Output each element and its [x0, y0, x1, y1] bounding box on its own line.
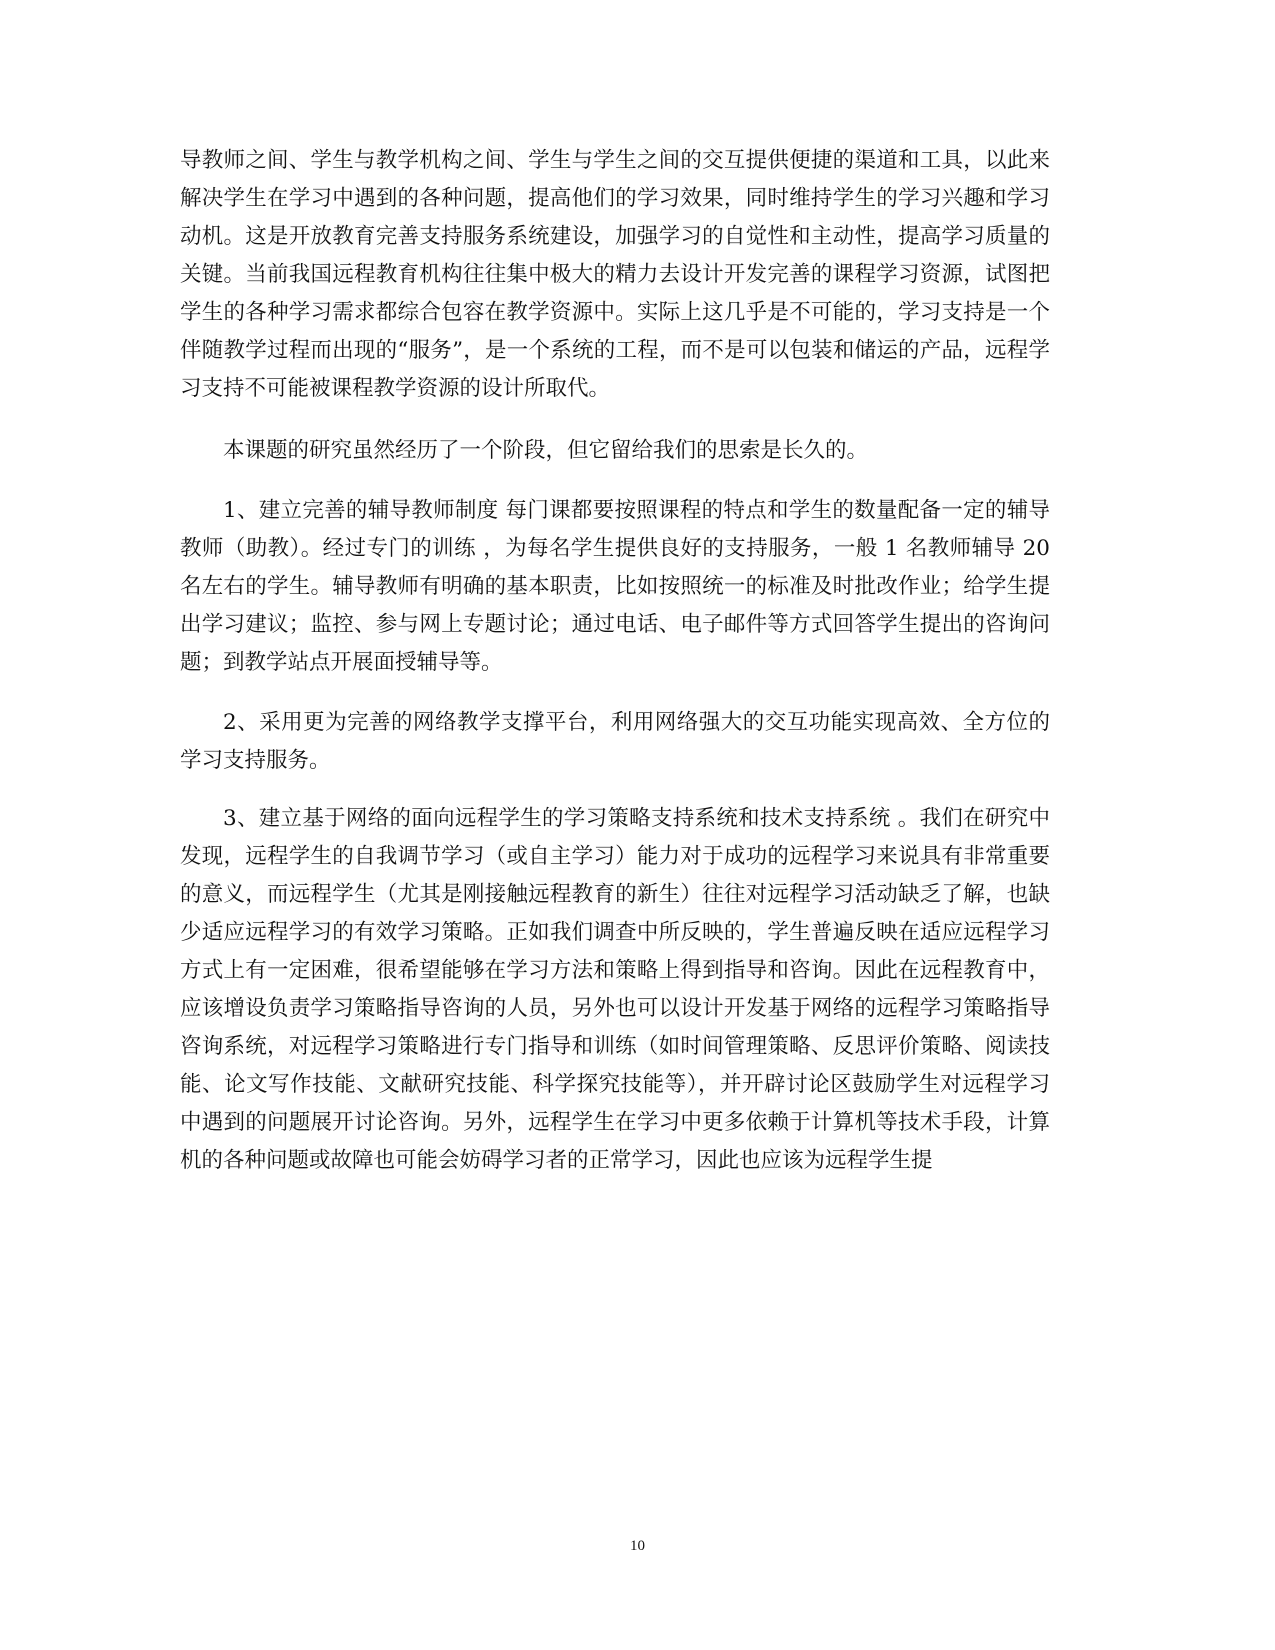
paragraph-item-3: 3、建立基于网络的面向远程学生的学习策略支持系统和技术支持系统 。我们在研究中发现，远程学生的自我调节学习（或自主学习）能力对于成功的远程学习来说具有非常重要的意义，而远程学生（尤其是刚接触远程教育的新生）往往对远程学习活动缺乏了解，也缺少适应远程学习的有效学习策略。正如我们调查中所反映的，学生普遍反映在适应远程学习方式上有一定困难，很希望能够在学习方法和策略上得到指导和咨询。因此在远程教育中，应该增设负责学习策略指导咨询的人员，另外也可以设计开发基于网络的远程学习策略指导咨询系统，对远程学习策略进行专门指导和训练（如时间管理策略、反思评价策略、阅读技能、论文写作技能、文献研究技能、科学探究技能等），并开辟讨论区鼓励学生对远程学习中遇到的问题展开讨论咨询。另外，远程学生在学习中更多依赖于计算机等技术手段，计算机的各种问题或故障也可能会妨碍学习者的正常学习，因此也应该为远程学生提	[180, 806, 1050, 1173]
paragraph-continuation: 导教师之间、学生与教学机构之间、学生与学生之间的交互提供便捷的渠道和工具，以此来解决学生在学习中遇到的各种问题，提高他们的学习效果，同时维持学生的学习兴趣和学习动机。这是开放教育完善支持服务系统建设，加强学习的自觉性和主动性，提高学习质量的关键。当前我国远程教育机构往往集中极大的精力去设计开发完善的课程学习资源，试图把学生的各种学习需求都综合包容在教学资源中。实际上这几乎是不可能的，学习支持是一个伴随教学过程而出现的“服务”，是一个系统的工程，而不是可以包装和储运的产品，远程学习支持不可能被课程教学资源的设计所取代。	[180, 148, 1050, 401]
paragraph-item-2: 2、采用更为完善的网络教学支撑平台，利用网络强大的交互功能实现高效、全方位的学习支持服务。	[180, 710, 1050, 773]
page-number: 10	[630, 1538, 645, 1554]
paragraph-intro: 本课题的研究虽然经历了一个阶段，但它留给我们的思索是长久的。	[223, 438, 869, 463]
document-page	[180, 142, 1050, 1202]
paragraph-item-1: 1、建立完善的辅导教师制度 每门课都要按照课程的特点和学生的数量配备一定的辅导教师（助教）。经过专门的训练 ，为每名学生提供良好的支持服务，一般 1 名教师辅导 20 名左右的学生。辅导教师有明确的基本职责，比如按照统一的标准及时批改作业；给学生提出学习建议；监控、参与网上专题讨论；通过电话、电子邮件等方式回答学生提出的咨询问题；到教学站点开展面授辅导等。	[180, 498, 1050, 675]
